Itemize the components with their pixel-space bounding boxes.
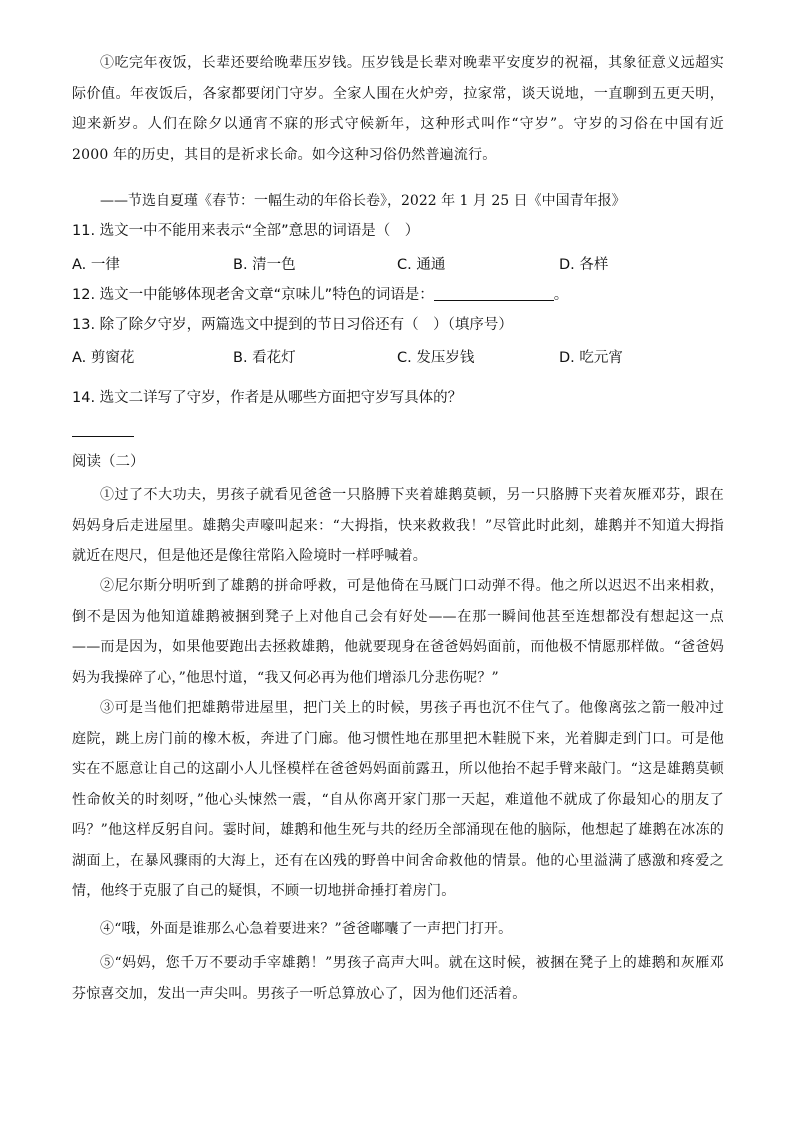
question-13-stem: 13. 除了除夕守岁，两篇选文中提到的节日习俗还有（ ）（填序号） bbox=[72, 317, 513, 333]
question-12-end: 。 bbox=[553, 287, 569, 303]
q12-answer-blank[interactable] bbox=[434, 286, 554, 301]
q11-option-d[interactable]: D. 各样 bbox=[559, 257, 609, 273]
reading-two-paragraph-2: ②尼尔斯分明听到了雄鹅的拼命呼救，可是他倚在马厩门口动弹不得。他之所以迟迟不出来相救，倒不是因为他知道雄鹅被捆到凳子上对他自己会有好处——在那一瞬间他甚至连想都没有想起这一点——而是因为，如果他要跑出去拯救雄鹅，他就要现身在爸爸妈妈面前，而他极不情愿那样做。“爸爸妈妈为我操碎了心，”他思忖道，“我又何必再为他们增添几分悲伤呢？” bbox=[72, 578, 724, 686]
passage-one-source: ——节选自夏瑾《春节：一幅生动的年俗长卷》，2022 年 1 月 25 日《中国青年报》 bbox=[100, 193, 626, 209]
q13-option-a[interactable]: A. 剪窗花 bbox=[72, 350, 135, 366]
q14-answer-line[interactable] bbox=[72, 436, 134, 437]
reading-two-paragraph-3: ③可是当他们把雄鹅带进屋里，把门关上的时候，男孩子再也沉不住气了。他像离弦之箭一般冲过庭院，跳上房门前的橡木板，奔进了门廊。他习惯性地在那里把木鞋脱下来，光着脚走到门口。可是他实在不愿意让自己的这副小人儿怪模样在爸爸妈妈面前露丑，所以他抬不起手臂来敲门。“这是雄鹅莫顿性命攸关的时刻呀，”他心头悚然一震，“自从你离开家门那一天起，难道他不就成了你最知心的朋友了吗？”他这样反躬自问。霎时间，雄鹅和他生死与共的经历全部涌现在他的脑际，他想起了雄鹅在冰冻的湖面上，在暴风骤雨的大海上，还有在凶残的野兽中间舍命救他的情景。他的心里溢满了感激和疼爱之情，他终于克服了自己的疑惧，不顾一切地拼命捶打着房门。 bbox=[72, 700, 724, 899]
q11-option-c[interactable]: C. 通通 bbox=[397, 257, 446, 273]
q13-option-d[interactable]: D. 吃元宵 bbox=[559, 350, 623, 366]
q13-option-c[interactable]: C. 发压岁钱 bbox=[397, 350, 475, 366]
question-11-stem: 11. 选文一中不能用来表示“全部”意思的词语是（ ） bbox=[72, 223, 420, 239]
reading-two-paragraph-5: ⑤“妈妈，您千万不要动手宰雄鹅！”男孩子高声大叫。就在这时候，被捆在凳子上的雄鹅和灰雁邓芬惊喜交加，发出一声尖叫。男孩子一听总算放心了，因为他们还活着。 bbox=[72, 955, 724, 1002]
q13-option-b[interactable]: B. 看花灯 bbox=[233, 350, 296, 366]
question-14-stem: 14. 选文二详写了守岁，作者是从哪些方面把守岁写具体的？ bbox=[72, 390, 463, 406]
reading-two-heading: 阅读（二） bbox=[72, 454, 145, 470]
question-12-stem bbox=[72, 285, 568, 305]
reading-two-paragraph-4: ④“哦，外面是谁那么心急着要进来？”爸爸嘟囔了一声把门打开。 bbox=[100, 921, 513, 937]
q11-option-b[interactable]: B. 清一色 bbox=[233, 257, 296, 273]
q11-option-a[interactable]: A. 一律 bbox=[72, 257, 120, 273]
question-12-text: 12. 选文一中能够体现老舍文章“京味儿”特色的词语是： bbox=[72, 287, 434, 303]
reading-two-paragraph-1: ①过了不大功夫，男孩子就看见爸爸一只胳膊下夹着雄鹅莫顿，另一只胳膊下夹着灰雁邓芬，跟在妈妈身后走进屋里。雄鹅尖声嚎叫起来：“大拇指，快来救救我！”尽管此时此刻，雄鹅并不知道大拇指就近在咫尺，但是他还是像往常陷入险境时一样呼喊着。 bbox=[72, 487, 724, 564]
passage-one-paragraph: ①吃完年夜饭，长辈还要给晚辈压岁钱。压岁钱是长辈对晚辈平安度岁的祝福，其象征意义远超实际价值。年夜饭后，各家都要闭门守岁。全家人围在火炉旁，拉家常，谈天说地，一直聊到五更天明，迎来新岁。人们在除夕以通宵不寐的形式守候新年，这种形式叫作“守岁”。守岁的习俗在中国有近 2000 年的历史，其目的是祈求长命。如今这种习俗仍然普遍流行。 bbox=[72, 55, 724, 163]
